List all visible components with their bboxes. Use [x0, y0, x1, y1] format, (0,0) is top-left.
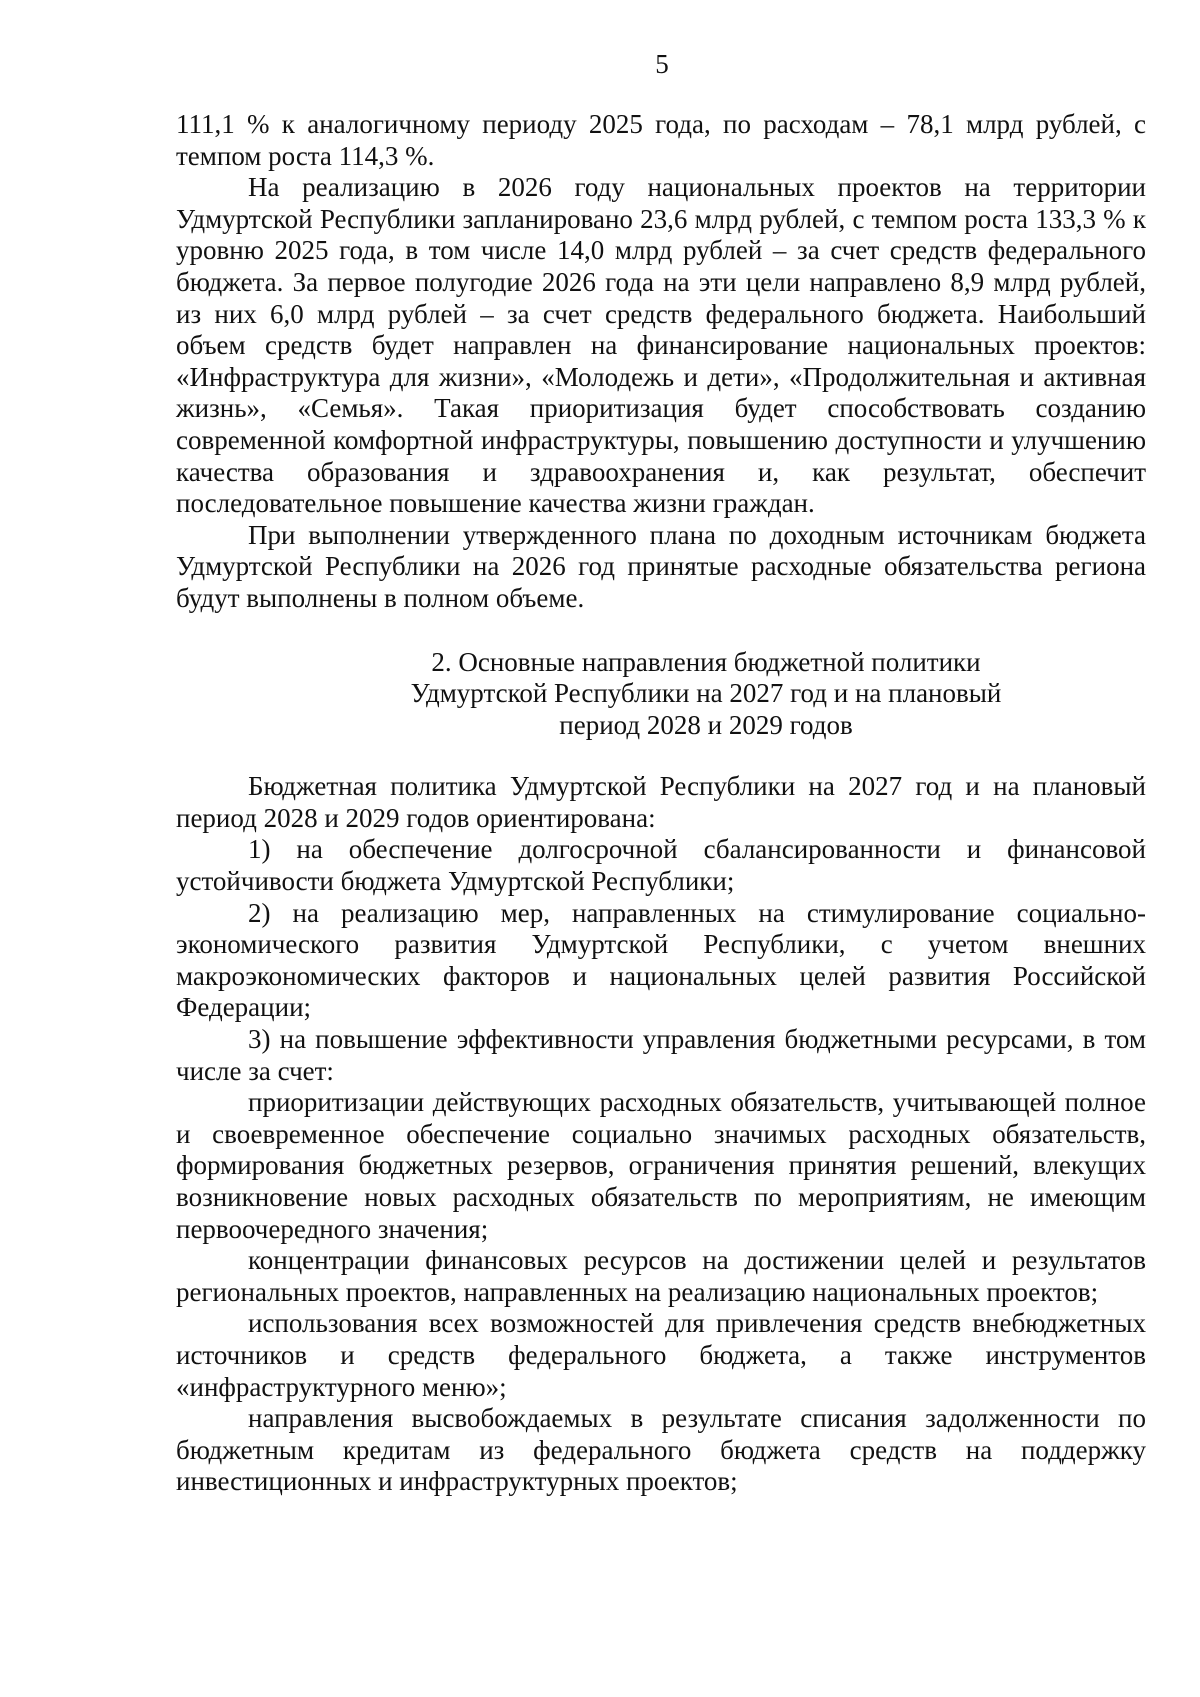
- section-heading-line-2: Удмуртской Республики на 2027 год и на плановый: [410, 678, 1002, 709]
- sub-item-attraction: использования всех возможностей для привлечения средств внебюджетных источников и средств федерального бюджета, а также инструментов «инфраструктурного меню»;: [176, 1308, 1146, 1402]
- list-item-3: 3) на повышение эффективности управления бюджетными ресурсами, в том числе за счет:: [176, 1024, 1146, 1086]
- page-number: 5: [655, 49, 669, 79]
- paragraph-national-projects: На реализацию в 2026 году национальных проектов на территории Удмуртской Республики запланировано 23,6 млрд рублей, с темпом роста 133,3 % к уровню 2025 года, в том числе 14,0 млрд рублей – за счет средств федерального бюджета. За первое полугодие 2026 года на эти цели направлено 8,9 млрд рублей, из них 6,0 млрд рублей – за счет средств федерального бюджета. Наибольший объем средств будет направлен на финансирование национальных проектов: «Инфраструктура для жизни», «Молодежь и дети», «Продолжительная и активная жизнь», «Семья». Такая приоритизация будет способствовать созданию современной комфортной инфраструктуры, повышению доступности и улучшению качества образования и здравоохранения и, как результат, обеспечит последовательное повышение качества жизни граждан.: [176, 172, 1146, 519]
- sub-item-concentration: концентрации финансовых ресурсов на достижении целей и результатов региональных проектов, направленных на реализацию национальных проектов;: [176, 1245, 1146, 1307]
- list-item-2: 2) на реализацию мер, направленных на стимулирование социально-экономического развития Удмуртской Республики, с учетом внешних макроэкономических факторов и национальных целей развития Российской Федерации;: [176, 897, 1146, 1023]
- document-body: [176, 109, 1146, 1498]
- sub-item-prioritization: приоритизации действующих расходных обязательств, учитывающей полное и своевременное обеспечение социально значимых расходных обязательств, формирования бюджетных резервов, ограничения принятия решений, влекущих возникновение новых расходных обязательств по мероприятиям, не имеющим первоочередного значения;: [176, 1087, 1146, 1244]
- paragraph-plan-execution: При выполнении утвержденного плана по доходным источникам бюджета Удмуртской Республики на 2026 год принятые расходные обязательства региона будут выполнены в полном объеме.: [176, 519, 1146, 613]
- section-heading: [176, 647, 1146, 742]
- section-heading-line-1: 2. Основные направления бюджетной политики: [431, 646, 981, 677]
- list-item-1: 1) на обеспечение долгосрочной сбалансированности и финансовой устойчивости бюджета Удмуртской Республики;: [176, 834, 1146, 897]
- section-heading-line-3: период 2028 и 2029 годов: [559, 709, 853, 740]
- paragraph-continuation: 111,1 % к аналогичному периоду 2025 года, по расходам – 78,1 млрд рублей, с темпом роста 114,3 %.: [176, 109, 1146, 171]
- paragraph-policy-intro: Бюджетная политика Удмуртской Республики на 2027 год и на плановый период 2028 и 2029 годов ориентирована:: [176, 771, 1146, 833]
- sub-item-redirection: направления высвобождаемых в результате списания задолженности по бюджетным кредитам из федерального бюджета средств на поддержку инвестиционных и инфраструктурных проектов;: [176, 1403, 1146, 1497]
